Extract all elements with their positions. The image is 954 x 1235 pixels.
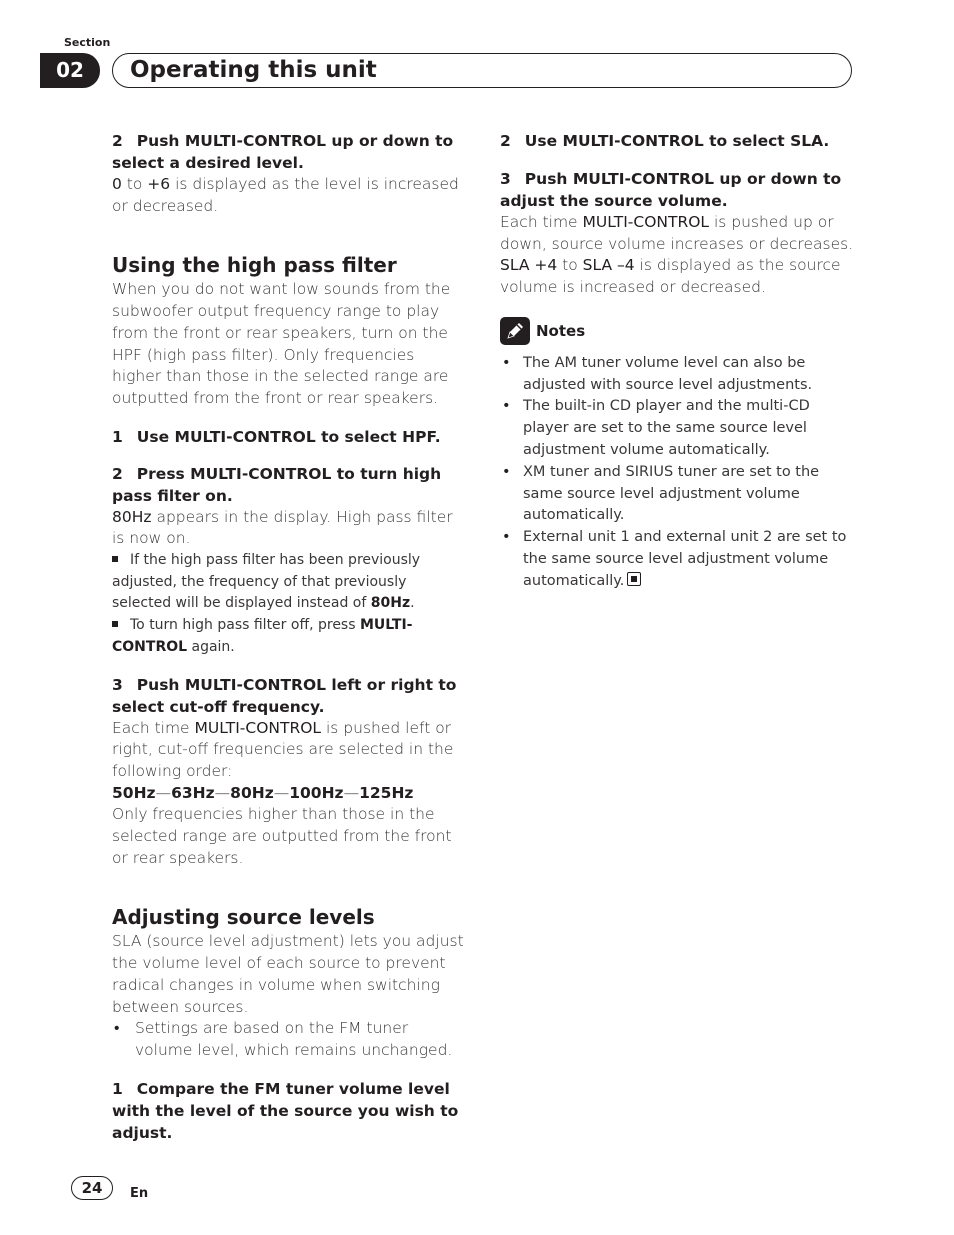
sla-step-1: 1 Compare the FM tuner volume level with the level of the source you wish to adjust.	[112, 1079, 459, 1142]
language-label: En	[130, 1186, 149, 1201]
hpf-step-3: 3 Push MULTI-CONTROL left or right to select cut-off frequency.	[112, 675, 457, 716]
sla-intro: SLA (source level adjustment) lets you adjust the volume level of each source to prevent radical changes in volume when switching between sources.	[112, 932, 464, 1016]
step-2-level: 2 Push MULTI-CONTROL up or down to select a desired level.	[112, 132, 454, 172]
note-item: • External unit 1 and external unit 2 are set to the same source level adjustment volume automatically.	[500, 527, 855, 592]
hpf-note-off: To turn high pass filter off, press MULTI-CONTROL again.	[112, 617, 413, 655]
right-column	[500, 130, 855, 593]
note-item: • The built-in CD player and the multi-CD player are set to the same source level adjustment volume automatically.	[500, 396, 855, 461]
hpf-note-previous: If the high pass filter has been previously adjusted, the frequency of that previously selected will be displayed instead of 80Hz.	[112, 552, 421, 612]
page-title: Operating this unit	[130, 57, 377, 83]
square-bullet-icon	[112, 621, 118, 627]
heading-source-levels: Adjusting source levels	[112, 905, 375, 930]
hpf-on-text: 80Hz appears in the display. High pass filter is now on.	[112, 507, 453, 548]
sla-each-time: Each time MULTI-CONTROL is pushed up or down, source volume increases or decreases.	[500, 213, 854, 253]
note-item: • The AM tuner volume level can also be adjusted with source level adjustments.	[500, 353, 855, 397]
sla-range: SLA +4 to SLA –4 is displayed as the source volume is increased or decreased.	[500, 256, 841, 297]
section-number-badge: 02	[40, 53, 100, 88]
end-of-section-icon	[627, 572, 641, 586]
sla-step-2: 2 Use MULTI-CONTROL to select SLA.	[500, 132, 830, 150]
hpf-step-1: 1 Use MULTI-CONTROL to select HPF.	[112, 427, 441, 446]
sla-bullet: • Settings are based on the FM tuner volume level, which remains unchanged.	[112, 1018, 467, 1061]
hpf-each-time: Each time MULTI-CONTROL is pushed left or right, cut-off frequencies are selected in the following order:	[112, 718, 454, 780]
hpf-step-2: 2 Press MULTI-CONTROL to turn high pass filter on.	[112, 464, 442, 505]
square-bullet-icon	[112, 556, 118, 562]
heading-high-pass-filter: Using the high pass filter	[112, 253, 397, 278]
left-column	[112, 130, 467, 1144]
note-item: • XM tuner and SIRIUS tuner are set to the same source level adjustment volume automatically.	[500, 462, 855, 527]
hpf-intro: When you do not want low sounds from the subwoofer output frequency range to play from the front or rear speakers, turn on the HPF (high pass filter). Only frequencies higher than those in the selected range are outputted from the front or rear speakers.	[112, 280, 451, 407]
frequency-order: 50Hz—63Hz—80Hz—100Hz—125Hz	[112, 783, 414, 802]
hpf-only-frequencies: Only frequencies higher than those in the selected range are outputted from the front or rear speakers.	[112, 805, 452, 867]
notes-header	[500, 317, 855, 345]
pencil-note-icon	[500, 317, 530, 345]
sla-step-3: 3 Push MULTI-CONTROL up or down to adjust the source volume.	[500, 170, 842, 210]
page-number: 24	[71, 1176, 113, 1200]
notes-label: Notes	[536, 321, 586, 340]
level-description: 0 to +6 is displayed as the level is increased or decreased.	[112, 175, 459, 215]
section-label: Section	[64, 36, 111, 49]
